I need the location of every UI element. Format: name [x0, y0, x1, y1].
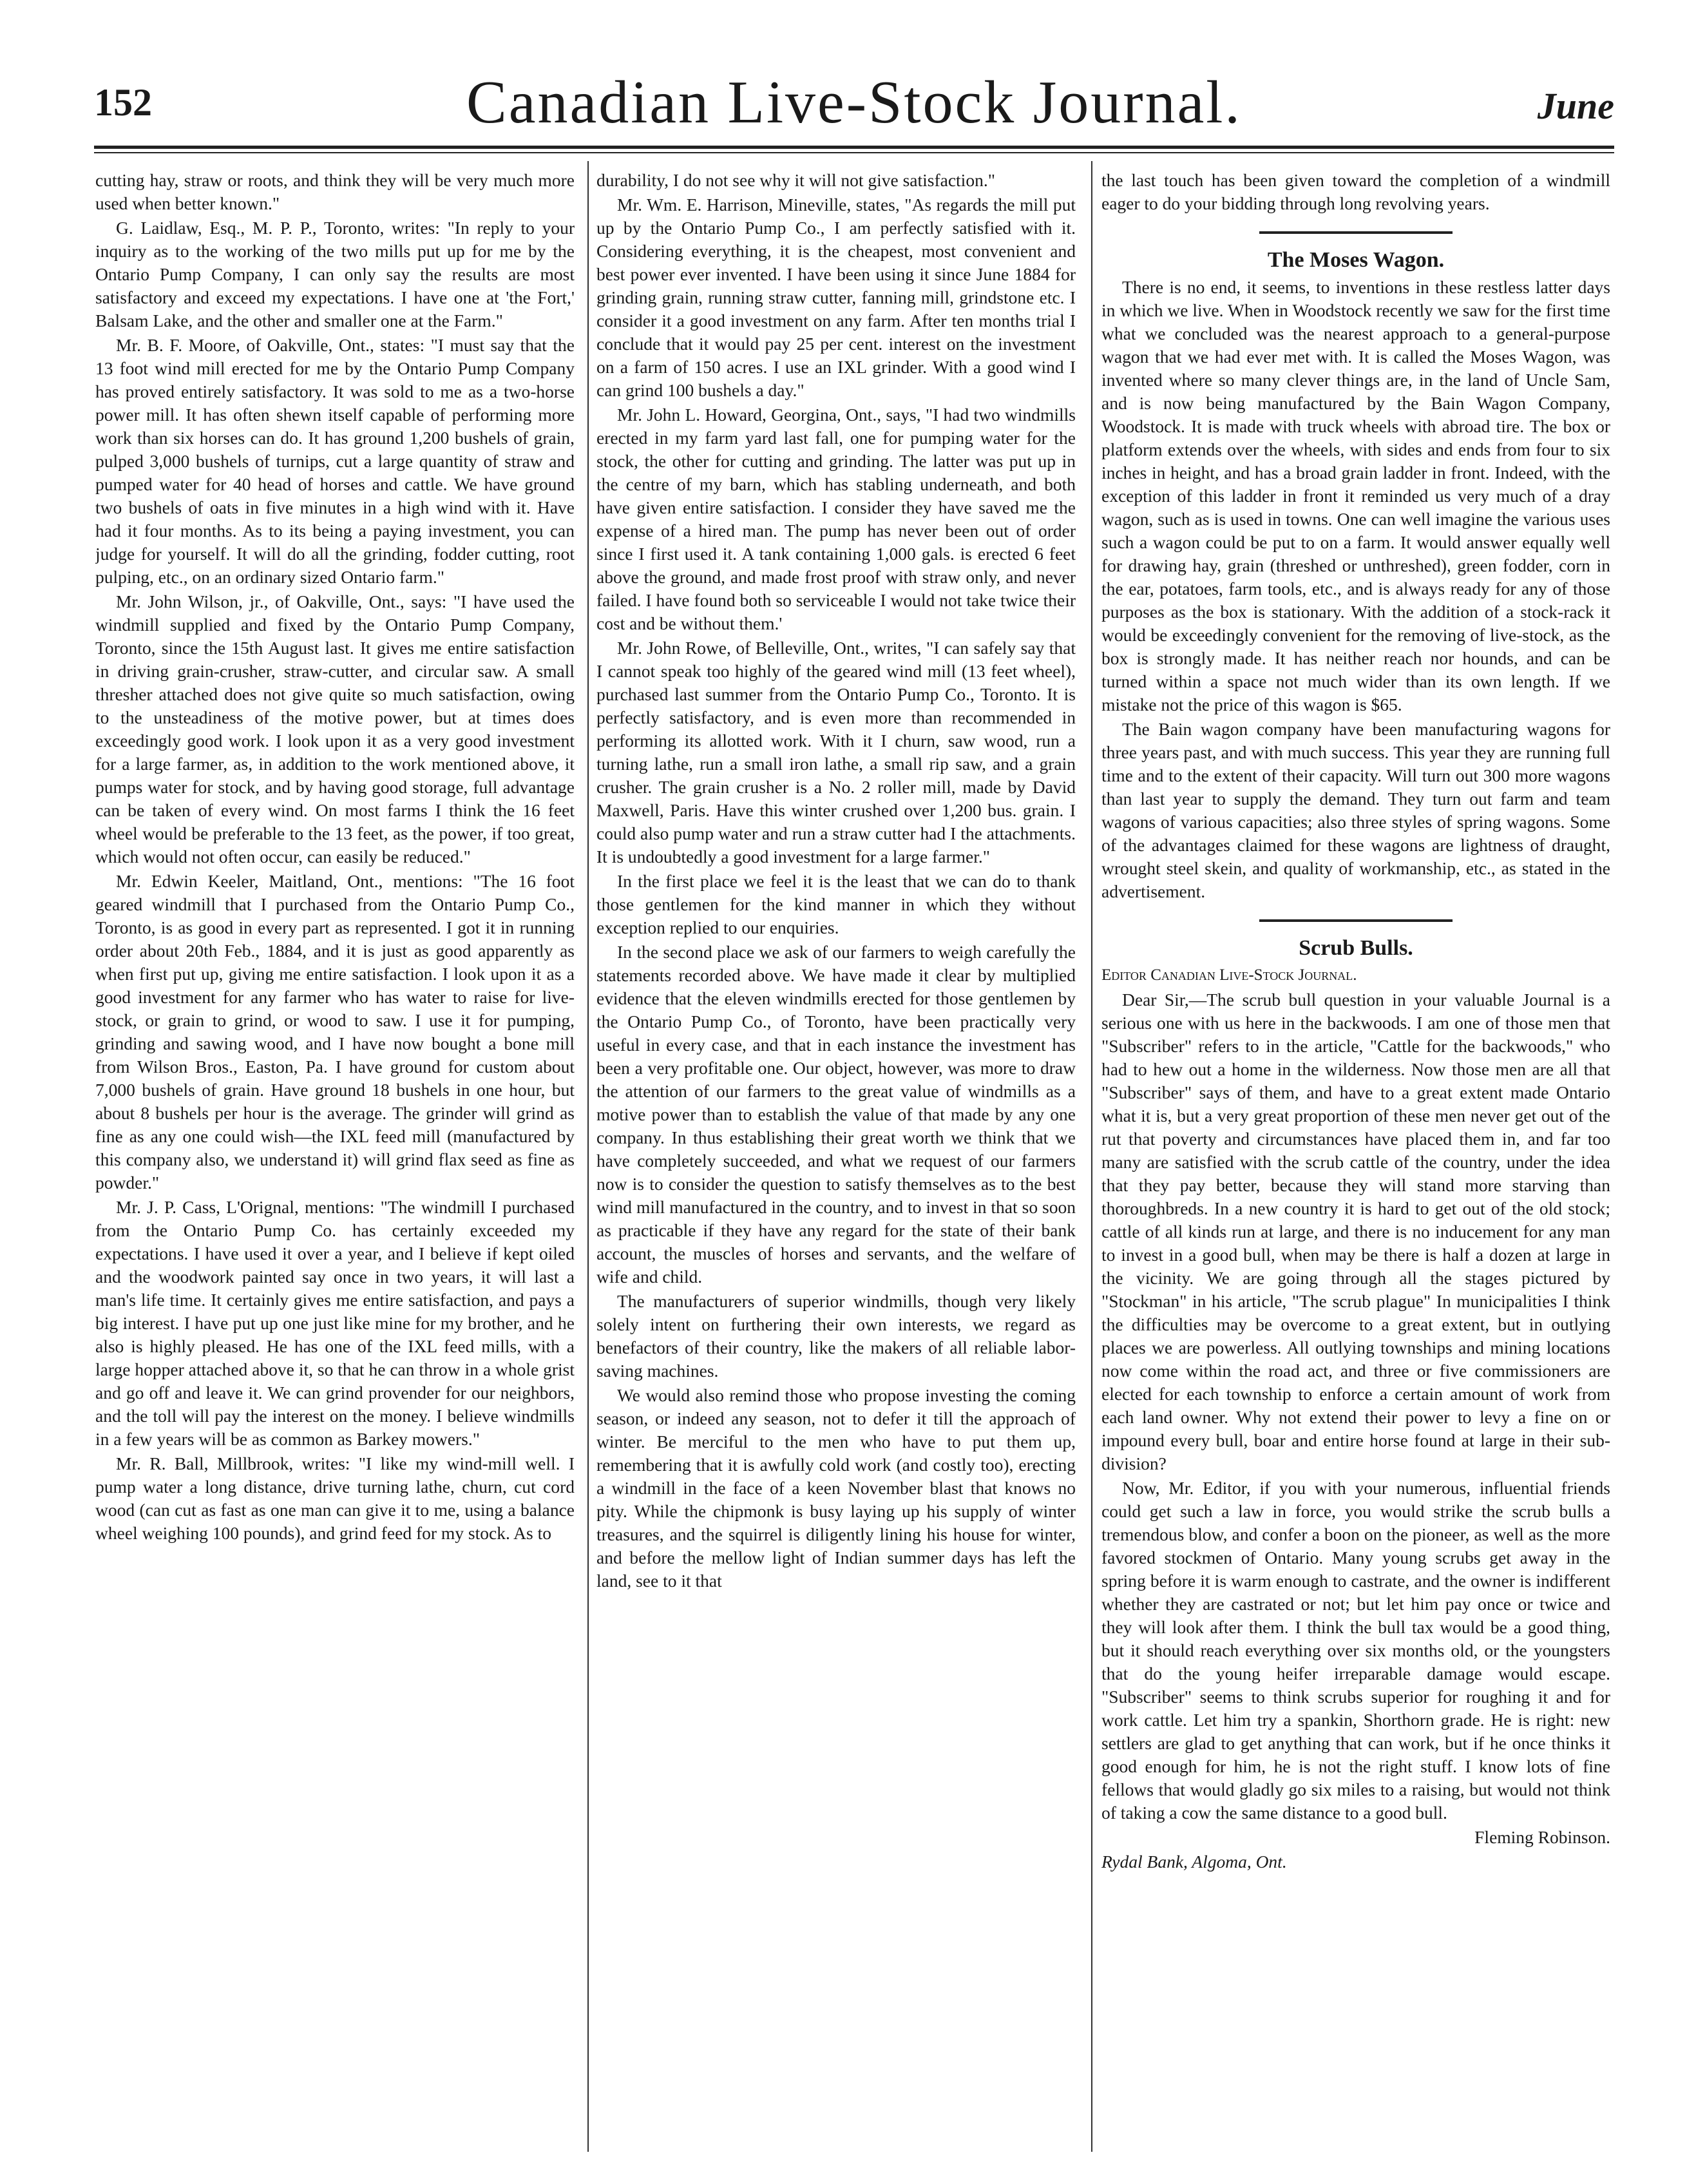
article-paragraph: Mr. R. Ball, Millbrook, writes: "I like my wind-mill well. I pump water a long distance, drive turning lathe, churn, cut cord wood (can cut as fast as one man can give it to me, using a balance wheel weighing 100 pounds), and grind feed for my stock. As to [95, 1453, 575, 1543]
article-paragraph: Dear Sir,—The scrub bull question in your valuable Journal is a serious one with us here in the backwoods. I am one of those men that "Subscriber" refers to in the article, "Cattle for the backwoods," who had to hew out a home in the wilderness. Now those men are all that "Subscriber" says of them, and have to a great extent made Ontario what it is, but a very great proportion of these men never get out of the rut that poverty and circumstances have placed them in, and far too many are satisfied with the scrub cattle of the country, under the idea that they pay better, because they will stand more starving than thoroughbreds. In a new country it is hard to get out of the old stock; cattle of all kinds run at large, and there is no inducement for any man to invest in a good bull, when may be there is half a dozen at large in the vicinity. We are going through all the stages pictured by "Stockman" in his article, "The scrub plague" In municipalities I think the difficulties may be overcome to a great extent, but in outlying places we are powerless. All outlying townships and mining locations now come within the road act, and three or five commissioners are elected for each township to enforce a certain amount of work from each land owner. Why not extend their power to levy a fine on or impound every bull, boar and entire horse found at large in their sub-division? [1101, 990, 1610, 1473]
article-paragraph: cutting hay, straw or roots, and think they will be very much more used when better known." [95, 170, 575, 213]
column-divider [587, 161, 589, 2152]
page-header [94, 68, 1614, 139]
column-1 [95, 169, 575, 2153]
article-paragraph: durability, I do not see why it will not give satisfaction." [596, 170, 995, 190]
article-paragraph: Mr. Edwin Keeler, Maitland, Ont., mentions: "The 16 foot geared windmill that I purchased from the Ontario Pump Co., Toronto, is as good in every part as represented. I got it in running order about 20th Feb., 1884, and it is just as good apparently as when first put up, giving me entire satisfaction. I look upon it as a good investment for any farmer who has water to raise for live-stock, or grain to grind, or wood to saw. I use it for pumping, grinding and sawing wood, and I have now bought a bone mill from Wilson Bros., Easton, Pa. I have ground for custom about 7,000 bushels of grain. Have ground 18 bushels in one hour, but about 8 bushels per hour is the average. The grinder will grind as fine as any one could wish—the IXL feed mill (manufactured by this company also, we understand it) will grind flax seed as fine as powder." [95, 871, 575, 1193]
article-paragraph: the last touch has been given toward the completion of a windmill eager to do your bidding through long revolving years. [1101, 170, 1610, 213]
header-rule [94, 146, 1614, 149]
article-paragraph: G. Laidlaw, Esq., M. P. P., Toronto, writes: "In reply to your inquiry as to the working of the two mills put up for me by the Ontario Pump Company, I can only say the results are most satisfactory and exceed my expectations. I have one at 'the Fort,' Balsam Lake, and the other and smaller one at the Farm." [95, 218, 575, 330]
article-paragraph: Mr. John L. Howard, Georgina, Ont., says, "I had two windmills erected in my farm yard last fall, one for pumping water for the stock, the other for cutting and grinding. The latter was put up in the centre of my barn, which has stabling underneath, and both have given entire satisfaction. I consider they have saved me the expense of a hired man. The pump has never been out of order since I first used it. A tank containing 1,000 gals. is erected 6 feet above the ground, and made frost proof with straw only, and never failed. I have found both so serviceable I would not take twice their cost and be without them.' [596, 405, 1076, 633]
article-paragraph: Mr. J. P. Cass, L'Orignal, mentions: "The windmill I purchased from the Ontario Pump Co. has certainly exceeded my expectations. I have used it over a year, and I believe if kept oiled and the woodwork painted say once in two years, it will last a man's life time. It certainly gives me entire satisfaction, and pays a big interest. I have put up one just like mine for my brother, and he also is highly pleased. He has one of the IXL feed mills, with a large hopper attached above it, so that he can throw in a whole grist and go off and leave it. We can grind provender for our neighbors, and the toll will pay the interest on the money. I believe windmills in a few years will be as common as Barkey mowers." [95, 1197, 575, 1449]
column-3 [1101, 169, 1610, 2153]
article-paragraph: Mr. John Rowe, of Belleville, Ont., writes, "I can safely say that I cannot speak too highly of the geared wind mill (13 feet wheel), purchased last summer from the Ontario Pump Co., Toronto. It is perfectly satisfactory, and is even more than recommended in performing its allotted work. With it I churn, saw wood, run a turning lathe, run a small iron lathe, a small rip saw, and a grain crusher. The grain crusher is a No. 2 roller mill, made by David Maxwell, Paris. Have this winter crushed over 1,200 bus. grain. I could also pump water and run a straw cutter had I the attachments. It is undoubtedly a good investment for a large farmer." [596, 638, 1076, 867]
header-rule-thin [94, 152, 1614, 153]
article-paragraph: Mr. John Wilson, jr., of Oakville, Ont., says: "I have used the windmill supplied and fixed by the Ontario Pump Company, Toronto, since the 15th August last. It gives me entire satisfaction in driving grain-crusher, straw-cutter, and circular saw. A small thresher attached does not give quite so much satisfaction, owing to the unsteadiness of the motive power, but at times does exceedingly good work. I look upon it as a very good investment for a large farmer, as, in addition to the work mentioned above, it pumps water for stock, and by having good storage, full advantage can be taken of every wind. On most farms I think the 16 feet wheel would be preferable to the 13 feet, as the power, if too great, which would not often occur, can easily be reduced." [95, 591, 575, 867]
column-divider [1091, 161, 1092, 2152]
issue-month: June [1537, 85, 1614, 127]
page-number: 152 [94, 81, 152, 124]
section-ornament [1101, 219, 1610, 242]
section-ornament [1101, 907, 1610, 930]
article-paragraph: In the second place we ask of our farmers to weigh carefully the statements recorded above. We have made it clear by multiplied evidence that the eleven windmills erected for those gentlemen by the Ontario Pump Co., of Toronto, have been practically very useful in every case, and that in each instance the investment has been a very profitable one. Our object, however, was more to draw the attention of our farmers to the great value of windmills as a motive power than to establish the value of that made by any one company. In thus establishing their great worth we think that we have completely succeeded, and what we request of our farmers now is to consider the question to satisfy themselves as to the best wind mill manufactured in the country, and to invest in that so soon as practicable if they have any regard for the state of their bank account, the muscles of horses and servants, and the welfare of wife and child. [596, 942, 1076, 1287]
column-2 [596, 169, 1076, 2153]
article-paragraph: The Bain wagon company have been manufacturing wagons for three years past, and with much success. This year they are running full time and to the extent of their capacity. Will turn out 300 more wagons than last year to supply the demand. They turn out farm and team wagons of various capacities; also three styles of spring wagons. Some of the advantages claimed for these wagons are lightness of draught, wrought steel skein, and quality of workmanship, etc., as stated in the advertisement. [1101, 719, 1610, 901]
letter-address: Editor Canadian Live-Stock Journal. [1101, 966, 1357, 984]
letter-signature: Fleming Robinson. [1474, 1827, 1610, 1847]
article-paragraph: Mr. Wm. E. Harrison, Mineville, states, "As regards the mill put up by the Ontario Pump Co., I am perfectly satisfied with it. Considering everything, it is the cheapest, most convenient and best power ever invented. I have been using it since June 1884 for grinding grain, running straw cutter, fanning mill, grindstone etc. I consider it a good investment on any farm. After ten months trial I conclude that it would pay 25 per cent. interest on the investment on a farm of 150 acres. I use an IXL grinder. With a good wind I can grind 100 bushels a day." [596, 195, 1076, 400]
article-paragraph: There is no end, it seems, to inventions in these restless latter days in which we live. When in Woodstock recently we saw for the first time what we concluded was the nearest approach to a general-purpose wagon that we had ever met with. It is called the Moses Wagon, was invented where so many clever things are, in the land of Uncle Sam, and is now being manufactured by the Bain Wagon Company, Woodstock. It is made with truck wheels with abroad tire. The box or platform extends over the wheels, with sides and ends from four to six inches in height, and has a broad grain ladder in front. Indeed, with the exception of this ladder in front it reminded us very much of a dray wagon, such as is used in towns. One can well imagine the various uses such a wagon could be put to on a farm. It would answer equally well for drawing hay, grain (threshed or unthreshed), green fodder, corn in the ear, potatoes, farm tools, etc., and is always ready for any of those purposes as the box is stationary. With the addition of a stock-rack it would be exceedingly convenient for the removing of live-stock, as the box is strongly made. It has neither reach nor hounds, and can be turned within a space not much wider than its own length. If we mistake not the price of this wagon is $65. [1101, 277, 1610, 714]
article-paragraph: Mr. B. F. Moore, of Oakville, Ont., states: "I must say that the 13 foot wind mill erected for me by the Ontario Pump Company has proved entirely satisfactory. It was sold to me as a two-horse power mill. It has often shewn itself capable of performing more work than six horses can do. It has ground 1,200 bushels of grain, pulped 3,000 bushels of turnips, cut a large quantity of straw and pumped water for 40 head of horses and cattle. We have ground two bushels of oats in five minutes in a high wind with it. Have had it four months. As to its being a paying investment, you can judge for yourself. It will do all the grinding, fodder cutting, root pulping, etc., on an ordinary sized Ontario farm." [95, 335, 575, 587]
letter-location: Rydal Bank, Algoma, Ont. [1101, 1852, 1287, 1872]
scrub-bulls-heading: Scrub Bulls. [1299, 936, 1413, 960]
article-paragraph: Now, Mr. Editor, if you with your numerous, influential friends could get such a law in force, you would strike the scrub bulls a tremendous blow, and confer a boon on the pioneer, as well as the more favored stockmen of Ontario. Many young scrubs get away in the spring before it is warm enough to castrate, and the owner is indifferent whether they are castrated or not; but let him pay once or twice and they will look after them. I think the bull tax would be a good thing, but it should reach everything over six months old, or the youngsters that do the young heifer irreparable damage would escape. "Subscriber" seems to think scrubs superior for roughing it and for work cattle. Let him try a spankin, Shorthorn grade. He is right: new settlers are glad to get anything that can work, but if he once thinks it good enough for him, he is not the right stuff. I know lots of fine fellows that would gladly go six miles to a raising, but would not think of taking a cow the same distance to a good bull. [1101, 1478, 1610, 1823]
article-paragraph: In the first place we feel it is the least that we can do to thank those gentlemen for the kind manner in which they without exception replied to our enquiries. [596, 871, 1076, 937]
article-paragraph: The manufacturers of superior windmills, though very likely solely intent on furthering their own interests, we regard as benefactors of their country, like the makers of all reliable labor-saving machines. [596, 1291, 1076, 1381]
article-paragraph: We would also remind those who propose investing the coming season, or indeed any season, not to defer it till the approach of winter. Be merciful to the men who have to put them up, remembering that it is awfully cold work (and costly too), erecting a windmill in the face of a keen November blast that knows no pity. While the chipmonk is busy laying up his supply of winter treasures, and the squirrel is diligently lining his house for winter, and before the mellow light of Indian summer days has left the land, see to it that [596, 1385, 1076, 1591]
moses-wagon-heading: The Moses Wagon. [1267, 248, 1445, 272]
journal-title: Canadian Live-Stock Journal. [466, 69, 1242, 136]
